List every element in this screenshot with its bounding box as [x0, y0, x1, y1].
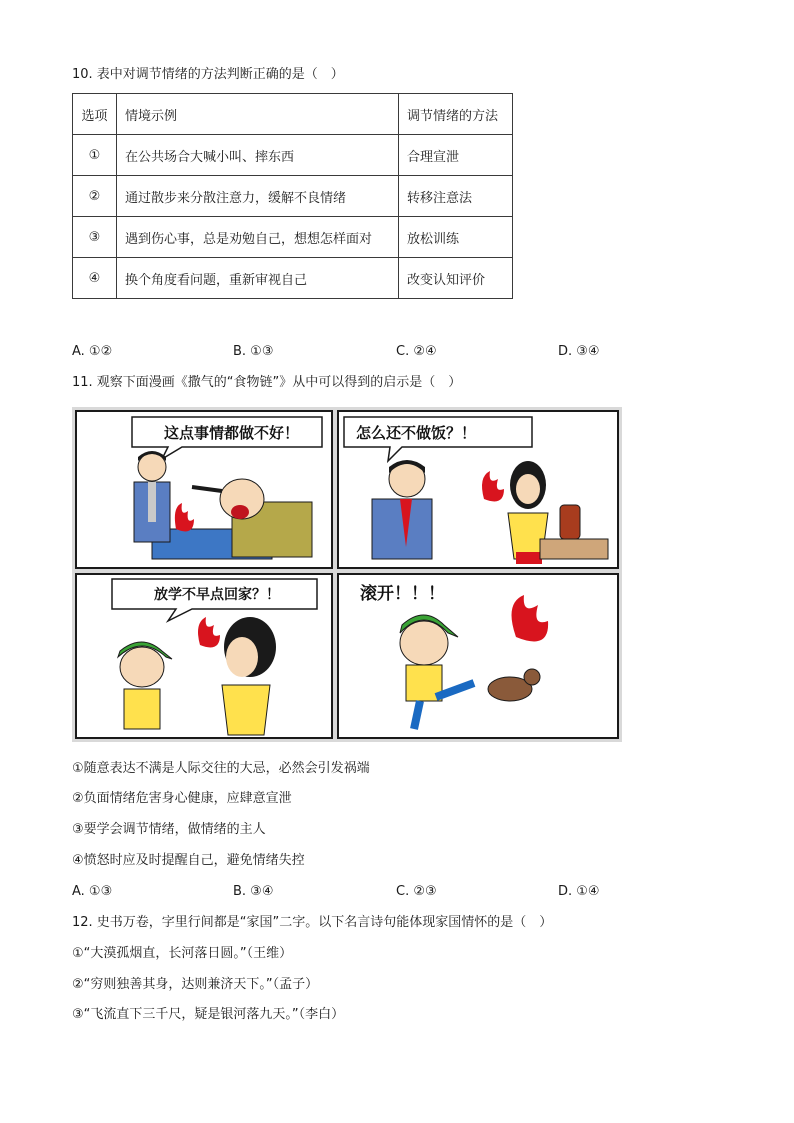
table-row — [73, 176, 513, 217]
choice-b[interactable]: B. ③④ — [233, 884, 274, 899]
table-cell: 遇到伤心事，总是劝勉自己，想想怎样面对 — [117, 217, 399, 258]
choice-c[interactable]: C. ②③ — [396, 884, 437, 899]
comic-panel-4 — [338, 574, 618, 738]
comic-panel-1 — [76, 411, 332, 568]
comic-panel-2 — [338, 411, 618, 568]
panel-3-speech: 放学不早点回家？！ — [154, 587, 280, 603]
panel-2-speech: 怎么还不做饭？！ — [356, 424, 477, 442]
statement-3: ③要学会调节情绪，做情绪的主人 — [72, 822, 266, 837]
comic-strip — [72, 407, 622, 742]
emotion-method-table — [72, 93, 513, 299]
quote-item-1: ①“大漠孤烟直，长河落日圆。”（王维） — [72, 946, 293, 961]
quote-item-3: ③“飞流直下三千尺，疑是银河落九天。”（李白） — [72, 1007, 345, 1022]
table-row — [73, 217, 513, 258]
table-header-cell: 调节情绪的方法 — [399, 94, 513, 135]
statement-2: ②负面情绪危害身心健康，应肆意宣泄 — [72, 791, 292, 806]
table-cell: ② — [73, 176, 117, 217]
table-cell: ③ — [73, 217, 117, 258]
table-cell: 在公共场合大喊小叫、摔东西 — [117, 135, 399, 176]
table-cell: 合理宣泄 — [399, 135, 513, 176]
question-11-stem: 11. 观察下面漫画《撒气的“食物链”》从中可以得到的启示是（ ） — [72, 375, 462, 390]
panel-4-speech: 滚开！！！ — [360, 584, 445, 604]
table-cell: 通过散步来分散注意力，缓解不良情绪 — [117, 176, 399, 217]
choice-c[interactable]: C. ②④ — [396, 344, 437, 359]
quote-item-2: ②“穷则独善其身，达则兼济天下。”（孟子） — [72, 977, 319, 992]
choice-d[interactable]: D. ③④ — [558, 344, 600, 359]
comic-panel-3 — [76, 574, 332, 738]
question-10-stem: 10. 表中对调节情绪的方法判断正确的是（ ） — [72, 67, 344, 82]
choice-d[interactable]: D. ①④ — [558, 884, 600, 899]
table-header-row — [73, 94, 513, 135]
choice-a[interactable]: A. ①② — [72, 344, 113, 359]
table-row — [73, 135, 513, 176]
question-12-stem: 12. 史书万卷，字里行间都是“家国”二字。以下名言诗句能体现家国情怀的是（ ） — [72, 915, 553, 930]
table-row — [73, 258, 513, 299]
statement-1: ①随意表达不满是人际交往的大忌，必然会引发祸端 — [72, 761, 370, 776]
table-cell: 转移注意法 — [399, 176, 513, 217]
statement-4: ④愤怒时应及时提醒自己，避免情绪失控 — [72, 853, 305, 868]
table-cell: ④ — [73, 258, 117, 299]
table-cell: 放松训练 — [399, 217, 513, 258]
table-header-cell: 选项 — [73, 94, 117, 135]
choice-a[interactable]: A. ①③ — [72, 884, 113, 899]
panel-1-speech: 这点事情都做不好！ — [164, 424, 300, 442]
choice-b[interactable]: B. ①③ — [233, 344, 274, 359]
table-header-cell: 情境示例 — [117, 94, 399, 135]
table-cell: 改变认知评价 — [399, 258, 513, 299]
table-cell: 换个角度看问题，重新审视自己 — [117, 258, 399, 299]
table-cell: ① — [73, 135, 117, 176]
